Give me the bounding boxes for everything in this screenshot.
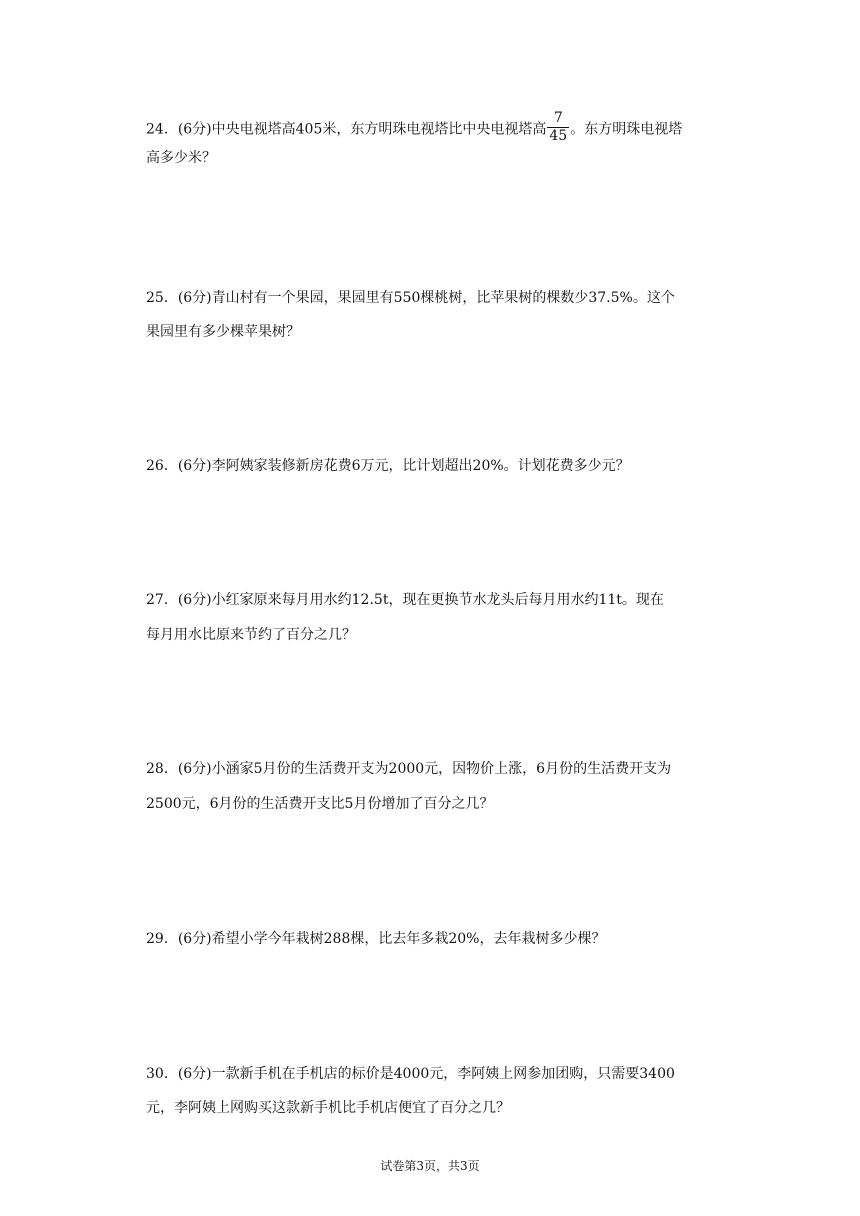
fraction-numerator: 7: [553, 110, 563, 126]
question-30-line-2: 元，李阿姨上网购买这款新手机比手机店便宜了百分之几？: [146, 1100, 510, 1116]
page-footer: 试卷第3页，共3页: [380, 1159, 480, 1173]
question-30-line-1: 30．(6分)一款新手机在手机店的标价是4000元，李阿姨上网参加团购，只需要3400: [146, 1066, 675, 1082]
question-24-text-end: 。东方明珠电视塔: [570, 121, 683, 138]
question-24-text-start: 24．(6分)中央电视塔高405米，东方明珠电视塔比中央电视塔高: [146, 121, 547, 138]
question-24-line-2: 高多少米？: [146, 150, 216, 166]
question-27-line-2: 每月用水比原来节约了百分之几？: [146, 627, 356, 643]
question-28-line-1: 28．(6分)小涵家5月份的生活费开支为2000元，因物价上涨，6月份的生活费开支为: [146, 761, 672, 777]
fraction-denominator: 45: [549, 128, 568, 144]
question-27-line-1: 27．(6分)小红家原来每月用水约12.5t，现在更换节水龙头后每月用水约11t。现在: [146, 592, 664, 608]
question-28-line-2: 2500元，6月份的生活费开支比5月份增加了百分之几？: [146, 796, 494, 812]
fraction-7-45: [547, 110, 569, 145]
question-26-line-1: 26．(6分)李阿姨家装修新房花费6万元，比计划超出20%。计划花费多少元？: [146, 458, 630, 474]
question-25-line-1: 25．(6分)青山村有一个果园，果园里有550棵桃树，比苹果树的棵数少37.5%。这个: [146, 290, 675, 306]
question-24-line-1: [146, 112, 682, 147]
question-29-line-1: 29．(6分)希望小学今年栽树288棵，比去年多栽20%，去年栽树多少棵？: [146, 931, 606, 947]
question-25-line-2: 果园里有多少棵苹果树？: [146, 324, 300, 340]
